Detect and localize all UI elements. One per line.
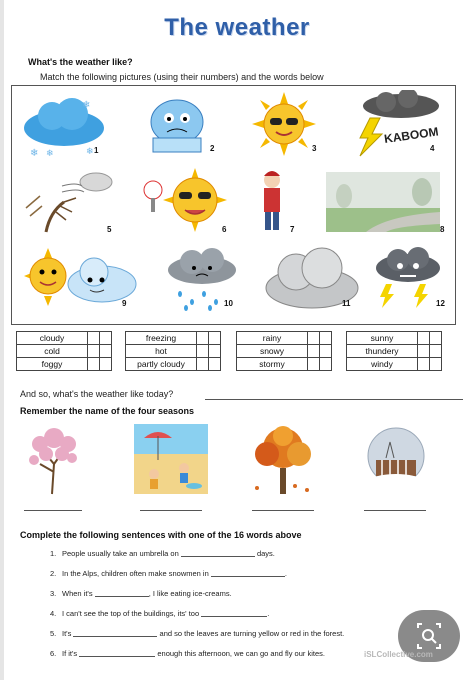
picture-number: 4 xyxy=(430,144,435,153)
sentence-1: 1. People usually take an umbrella on days. xyxy=(50,549,275,558)
hot-sun-fan-icon xyxy=(137,168,233,234)
sentence-3: 3. When it's , I like eating ice-creams. xyxy=(50,589,232,598)
question-heading: What's the weather like? xyxy=(28,57,133,67)
season-answer-line[interactable] xyxy=(364,510,426,511)
page-edge xyxy=(0,0,4,680)
word-table-1 xyxy=(16,331,112,371)
answer-box[interactable] xyxy=(100,358,112,371)
word-cell: sunny xyxy=(347,332,418,345)
picture-number: 8 xyxy=(440,225,445,234)
answer-box[interactable] xyxy=(418,358,430,371)
word-table-4 xyxy=(346,331,442,371)
word-cell: windy xyxy=(347,358,418,371)
word-cell: snowy xyxy=(237,345,308,358)
sun-sunglasses-icon xyxy=(250,90,320,158)
complete-heading: Complete the following sentences with one of the 16 words above xyxy=(20,530,302,540)
picture-number: 2 xyxy=(210,144,215,153)
today-answer-line[interactable] xyxy=(205,399,463,400)
today-question: And so, what's the weather like today? xyxy=(20,389,174,399)
picture-number: 3 xyxy=(312,144,317,153)
answer-box[interactable] xyxy=(430,358,442,371)
answer-box[interactable] xyxy=(88,345,100,358)
pictures-box xyxy=(11,85,456,325)
word-cell: rainy xyxy=(237,332,308,345)
autumn-tree-icon xyxy=(247,424,319,496)
word-cell: stormy xyxy=(237,358,308,371)
word-cell: cloudy xyxy=(17,332,88,345)
blank[interactable] xyxy=(95,596,149,597)
winter-snow-globe-icon xyxy=(364,426,428,494)
picture-number: 1 xyxy=(94,146,99,155)
page-title: The weather xyxy=(164,14,310,41)
sentence-5: 5. It's and so the leaves are turning yellow or red in the forest. xyxy=(50,629,345,638)
answer-box[interactable] xyxy=(209,358,221,371)
picture-number: 12 xyxy=(436,299,445,308)
picture-number: 7 xyxy=(290,225,295,234)
snow-cloud-icon xyxy=(16,90,116,160)
word-cell: freezing xyxy=(126,332,197,345)
answer-box[interactable] xyxy=(320,358,332,371)
answer-box[interactable] xyxy=(430,345,442,358)
word-cell: hot xyxy=(126,345,197,358)
picture-number: 10 xyxy=(224,299,233,308)
sentence-6: 6. If it's enough this afternoon, we can go and fly our kites. xyxy=(50,649,325,658)
word-cell: cold xyxy=(17,345,88,358)
word-cell: foggy xyxy=(17,358,88,371)
sentence-2: 2. In the Alps, children often make snowmen in . xyxy=(50,569,287,578)
foggy-park-icon xyxy=(326,172,440,232)
svg-text:❄: ❄ xyxy=(46,148,54,158)
sentence-4: 4. I can't see the top of the buildings, its' too . xyxy=(50,609,270,618)
watermark: iSLCollective.com xyxy=(364,650,433,659)
answer-box[interactable] xyxy=(418,332,430,345)
answer-box[interactable] xyxy=(197,345,209,358)
season-answer-line[interactable] xyxy=(140,510,202,511)
season-answer-line[interactable] xyxy=(252,510,314,511)
svg-text:❄: ❄ xyxy=(86,146,94,156)
windy-tree-icon xyxy=(16,168,116,234)
word-cell: thundery xyxy=(347,345,418,358)
spring-tree-icon xyxy=(24,424,82,496)
kaboom-text: KABOOM xyxy=(383,124,440,146)
answer-box[interactable] xyxy=(430,332,442,345)
word-table-3 xyxy=(236,331,332,371)
answer-box[interactable] xyxy=(209,345,221,358)
word-table-2 xyxy=(125,331,221,371)
answer-box[interactable] xyxy=(100,332,112,345)
answer-box[interactable] xyxy=(418,345,430,358)
picture-number: 11 xyxy=(342,299,351,308)
answer-box[interactable] xyxy=(320,332,332,345)
storm-cloud-icon xyxy=(370,246,446,312)
answer-box[interactable] xyxy=(308,332,320,345)
blank[interactable] xyxy=(79,656,155,657)
blank[interactable] xyxy=(211,576,285,577)
picture-number: 6 xyxy=(222,225,227,234)
seasons-heading: Remember the name of the four seasons xyxy=(20,406,195,416)
word-cell: partly cloudy xyxy=(126,358,197,371)
season-answer-line[interactable] xyxy=(24,510,82,511)
answer-box[interactable] xyxy=(100,345,112,358)
picture-number: 5 xyxy=(107,225,112,234)
answer-box[interactable] xyxy=(308,358,320,371)
summer-beach-icon xyxy=(134,424,208,494)
answer-box[interactable] xyxy=(197,332,209,345)
answer-box[interactable] xyxy=(308,345,320,358)
blank[interactable] xyxy=(73,636,157,637)
girl-cold-icon xyxy=(252,168,295,234)
freezing-face-icon xyxy=(137,92,217,158)
blank[interactable] xyxy=(201,616,267,617)
answer-box[interactable] xyxy=(209,332,221,345)
svg-text:❄: ❄ xyxy=(82,100,91,111)
answer-box[interactable] xyxy=(320,345,332,358)
answer-box[interactable] xyxy=(197,358,209,371)
picture-number: 9 xyxy=(122,299,127,308)
svg-text:❄: ❄ xyxy=(30,148,39,159)
answer-box[interactable] xyxy=(88,332,100,345)
instruction-text: Match the following pictures (using their numbers) and the words below xyxy=(40,72,324,82)
blank[interactable] xyxy=(181,556,255,557)
answer-box[interactable] xyxy=(88,358,100,371)
